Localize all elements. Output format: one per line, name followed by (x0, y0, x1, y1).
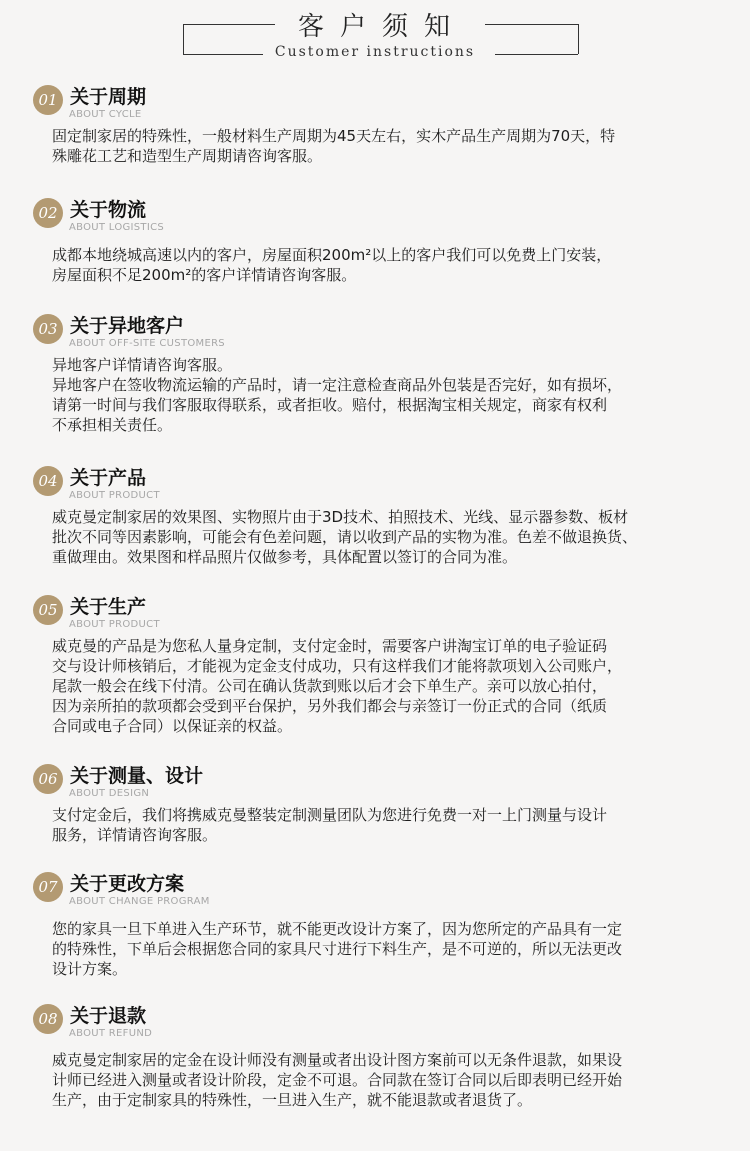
body-line: 重做理由。效果图和样品照片仅做参考，具体配置以签订的合同为准。 (52, 548, 518, 566)
body-line: 服务，详情请咨询客服。 (52, 826, 218, 844)
section-subtitle: ABOUT LOGISTICS (69, 222, 165, 233)
page-title: 客户须知 (297, 12, 466, 42)
section-subtitle: ABOUT CYCLE (69, 109, 142, 120)
section-subtitle: ABOUT OFF-SITE CUSTOMERS (69, 338, 225, 349)
section-number-badge: 02 (33, 198, 63, 228)
body-line: 合同或电子合同）以保证亲的权益。 (52, 717, 293, 735)
section-body (52, 126, 722, 166)
body-line: 设计方案。 (52, 960, 128, 978)
section-title: 关于物流 (70, 199, 147, 221)
section-body (52, 245, 722, 285)
body-line: 不承担相关责任。 (52, 416, 173, 434)
section-body (52, 636, 722, 736)
body-line: 异地客户在签收物流运输的产品时，请一定注意检查商品外包装是否完好，如有损坏， (52, 376, 623, 394)
section-subtitle: ABOUT DESIGN (69, 788, 150, 799)
section-body (52, 355, 722, 435)
body-line: 支付定金后，我们将携威克曼整装定制测量团队为您进行免费一对一上门测量与设计 (52, 806, 608, 824)
section-subtitle: ABOUT CHANGE PROGRAM (69, 896, 210, 907)
body-line: 威克曼定制家居的效果图、实物照片由于3D技术、拍照技术、光线、显示器参数、板材 (52, 508, 629, 526)
section-body (52, 805, 722, 845)
body-line: 的特殊性，下单后会根据您合同的家具尺寸进行下料生产，是不可逆的，所以无法更改 (52, 940, 623, 958)
section-body (52, 1050, 722, 1110)
section-number-badge: 07 (33, 872, 63, 902)
section-number-badge: 03 (33, 314, 63, 344)
section-number-badge: 05 (33, 595, 63, 625)
page-subtitle: Customer instructions (274, 44, 476, 60)
body-line: 因为亲所拍的款项都会受到平台保护，另外我们都会与亲签订一份正式的合同（纸质 (52, 697, 608, 715)
section-title: 关于生产 (70, 596, 147, 618)
body-line: 计师已经进入测量或者设计阶段，定金不可退。合同款在签订合同以后即表明已经开始 (52, 1071, 623, 1089)
body-line: 殊雕花工艺和造型生产周期请咨询客服。 (52, 147, 323, 165)
body-line: 请第一时间与我们客服取得联系，或者拒收。赔付，根据淘宝相关规定，商家有权利 (52, 396, 608, 414)
body-line: 威克曼定制家居的定金在设计师没有测量或者出设计图方案前可以无条件退款，如果设 (52, 1051, 623, 1069)
body-line: 您的家具一旦下单进入生产环节，就不能更改设计方案了，因为您所定的产品具有一定 (52, 920, 623, 938)
section-number-badge: 04 (33, 466, 63, 496)
body-line: 固定制家居的特殊性，一般材料生产周期为45天左右，实木产品生产周期为70天，特 (52, 127, 616, 145)
section-title: 关于测量、设计 (70, 765, 204, 787)
section-title: 关于退款 (70, 1005, 147, 1027)
section-number-badge: 08 (33, 1004, 63, 1034)
section-subtitle: ABOUT PRODUCT (69, 619, 160, 630)
body-line: 生产，由于定制家具的特殊性，一旦进入生产，就不能退款或者退货了。 (52, 1091, 533, 1109)
page-header (0, 0, 750, 70)
section-subtitle: ABOUT PRODUCT (69, 490, 160, 501)
section-title: 关于更改方案 (70, 873, 185, 895)
body-line: 批次不同等因素影响，可能会有色差问题，请以收到产品的实物为准。色差不做退换货、 (52, 528, 638, 546)
section-number-badge: 06 (33, 764, 63, 794)
body-line: 房屋面积不足200m²的客户详情请咨询客服。 (52, 266, 357, 284)
body-line: 成都本地绕城高速以内的客户，房屋面积200m²以上的客户我们可以免费上门安装， (52, 246, 612, 264)
section-body (52, 507, 722, 567)
body-line: 威克曼的产品是为您私人量身定制，支付定金时，需要客户讲淘宝订单的电子验证码 (52, 637, 608, 655)
section-title: 关于产品 (70, 467, 147, 489)
section-title: 关于异地客户 (70, 315, 185, 337)
body-line: 交与设计师核销后，才能视为定金支付成功，只有这样我们才能将款项划入公司账户， (52, 657, 623, 675)
section-title: 关于周期 (70, 86, 147, 108)
body-line: 尾款一般会在线下付清。公司在确认货款到账以后才会下单生产。亲可以放心拍付， (52, 677, 608, 695)
section-subtitle: ABOUT REFUND (69, 1028, 153, 1039)
section-body (52, 919, 722, 979)
section-number-badge: 01 (33, 85, 63, 115)
body-line: 异地客户详情请咨询客服。 (52, 356, 233, 374)
